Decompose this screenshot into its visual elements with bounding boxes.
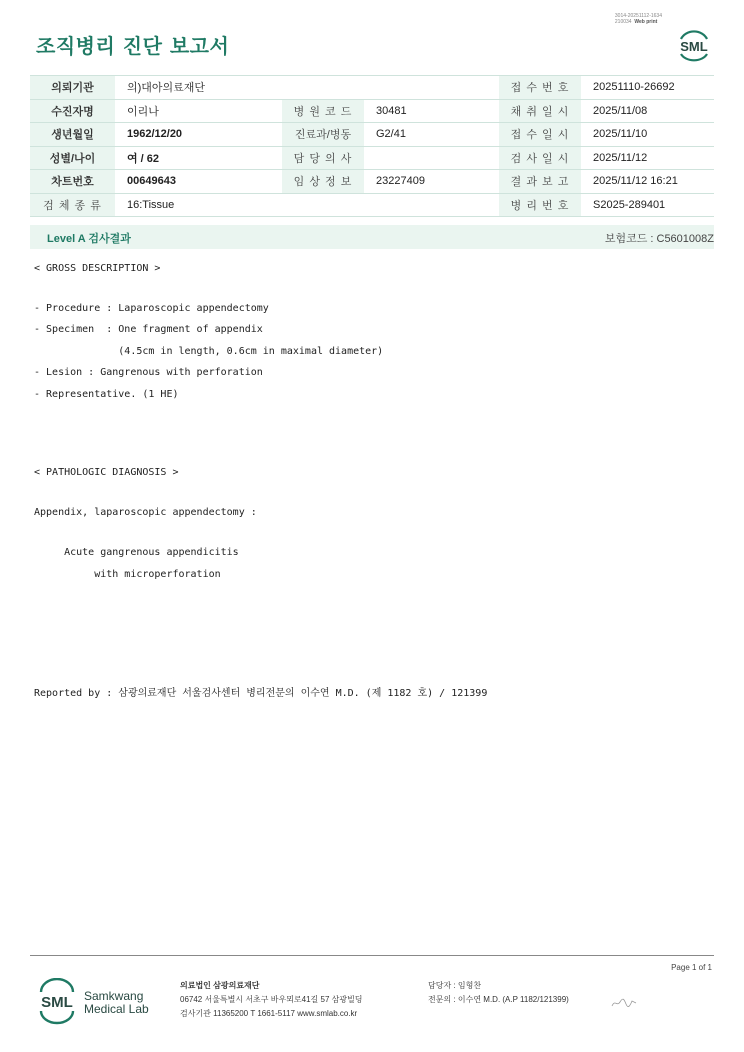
lesion-line: - Lesion : Gangrenous with perforation bbox=[34, 367, 263, 378]
staff-label: 담당자 : bbox=[428, 981, 456, 990]
table-row bbox=[30, 146, 714, 170]
company-address: 06742 서울특별시 서초구 바우뫼로41길 57 삼광빌딩 bbox=[180, 995, 363, 1004]
table-row bbox=[30, 123, 714, 147]
company-line1: Samkwang bbox=[84, 989, 144, 1003]
staff-name: 임형찬 bbox=[457, 981, 482, 990]
doctor-label: 담 당 의 사 bbox=[282, 146, 364, 170]
receipt-date-value: 2025/11/10 bbox=[581, 123, 714, 147]
specialist-label: 전문의 : bbox=[428, 995, 456, 1004]
company-info bbox=[180, 979, 363, 1021]
sex-age-label: 성별/나이 bbox=[30, 146, 115, 170]
report-date-label: 결 과 보 고 bbox=[499, 170, 581, 194]
table-row bbox=[30, 99, 714, 123]
gross-header: < GROSS DESCRIPTION > bbox=[34, 263, 161, 274]
requesting-org-value: 의)대아의료재단 bbox=[115, 76, 499, 100]
table-row bbox=[30, 193, 714, 217]
specimen-label: 검 체 종 류 bbox=[30, 193, 115, 217]
hospital-code-value: 30481 bbox=[364, 99, 499, 123]
specimen-line: - Specimen : One fragment of appendix bbox=[34, 324, 263, 335]
specialist-name: 이수연 M.D. (A.P 1182/121399) bbox=[457, 995, 569, 1004]
footer-logo bbox=[36, 978, 78, 1026]
diagnosis-site: Appendix, laparoscopic appendectomy : bbox=[34, 507, 257, 518]
specimen-size-line: (4.5cm in length, 0.6cm in maximal diameter) bbox=[34, 346, 384, 357]
requesting-org-label: 의뢰기관 bbox=[30, 76, 115, 100]
print-code bbox=[615, 13, 662, 25]
patient-value: 이리나 bbox=[115, 99, 282, 123]
company-contact: 검사기관 11365200 T 1661-5117 www.smlab.co.kr bbox=[180, 1009, 358, 1018]
hospital-code-label: 병 원 코 드 bbox=[282, 99, 364, 123]
page-number: Page 1 of 1 bbox=[671, 963, 712, 972]
signature bbox=[610, 994, 638, 1006]
test-date-value: 2025/11/12 bbox=[581, 146, 714, 170]
doctor-value bbox=[364, 146, 499, 170]
company-line2: Medical Lab bbox=[84, 1002, 149, 1016]
procedure-line: - Procedure : Laparoscopic appendectomy bbox=[34, 303, 269, 314]
table-row bbox=[30, 170, 714, 194]
diagnosis-header: < PATHOLOGIC DIAGNOSIS > bbox=[34, 467, 179, 478]
sml-logo-icon bbox=[675, 27, 713, 63]
signature-icon bbox=[610, 997, 638, 1009]
reported-by: Reported by : 삼광의료재단 서울검사센터 병리전문의 이수연 M.D. (제 1182 호) / 121399 bbox=[34, 688, 488, 699]
page-title: 조직병리 진단 보고서 bbox=[36, 34, 230, 58]
diagnosis-line1: Acute gangrenous appendicitis bbox=[34, 547, 239, 558]
print-code-line2: 210034 bbox=[614, 19, 632, 25]
chart-no-value: 00649643 bbox=[115, 170, 282, 194]
receipt-date-label: 접 수 일 시 bbox=[499, 123, 581, 147]
staff-info bbox=[428, 979, 569, 1007]
receipt-no-label: 접 수 번 호 bbox=[499, 76, 581, 100]
print-label: Web print bbox=[634, 19, 658, 25]
dob-label: 생년월일 bbox=[30, 123, 115, 147]
diagnosis-line2: with microperforation bbox=[34, 569, 221, 580]
dept-value: G2/41 bbox=[364, 123, 499, 147]
report-date-value: 2025/11/12 16:21 bbox=[581, 170, 714, 194]
specimen-value: 16:Tissue bbox=[115, 193, 499, 217]
footer-logo-text: SML bbox=[41, 994, 73, 1011]
receipt-no-value: 20251110-26692 bbox=[581, 76, 714, 100]
patient-info-table bbox=[30, 75, 714, 217]
dob-value: 1962/12/20 bbox=[115, 123, 282, 147]
pathology-no-label: 병 리 번 호 bbox=[499, 193, 581, 217]
clinical-value: 23227409 bbox=[364, 170, 499, 194]
representative-line: - Representative. (1 HE) bbox=[34, 389, 179, 400]
sex-age-value: 여 / 62 bbox=[115, 146, 282, 170]
level-label: Level A 검사결과 bbox=[47, 233, 131, 245]
footer-logo-icon bbox=[36, 978, 78, 1026]
chart-no-label: 차트번호 bbox=[30, 170, 115, 194]
foundation-name: 의료법인 삼광의료재단 bbox=[180, 981, 260, 990]
patient-label: 수진자명 bbox=[30, 99, 115, 123]
dept-label: 진료과/병동 bbox=[282, 123, 364, 147]
sml-logo-text: SML bbox=[680, 39, 708, 54]
collect-date-value: 2025/11/08 bbox=[581, 99, 714, 123]
test-date-label: 검 사 일 시 bbox=[499, 146, 581, 170]
sml-logo bbox=[675, 27, 713, 63]
footer-divider bbox=[30, 955, 714, 956]
print-code-line1: 3014-20251112-1634 bbox=[614, 13, 662, 19]
collect-date-label: 채 취 일 시 bbox=[499, 99, 581, 123]
insurance-code: 보험코드 : C5601008Z bbox=[604, 233, 714, 245]
table-row bbox=[30, 76, 714, 100]
pathology-no-value: S2025-289401 bbox=[581, 193, 714, 217]
company-name bbox=[84, 990, 149, 1016]
clinical-label: 임 상 정 보 bbox=[282, 170, 364, 194]
